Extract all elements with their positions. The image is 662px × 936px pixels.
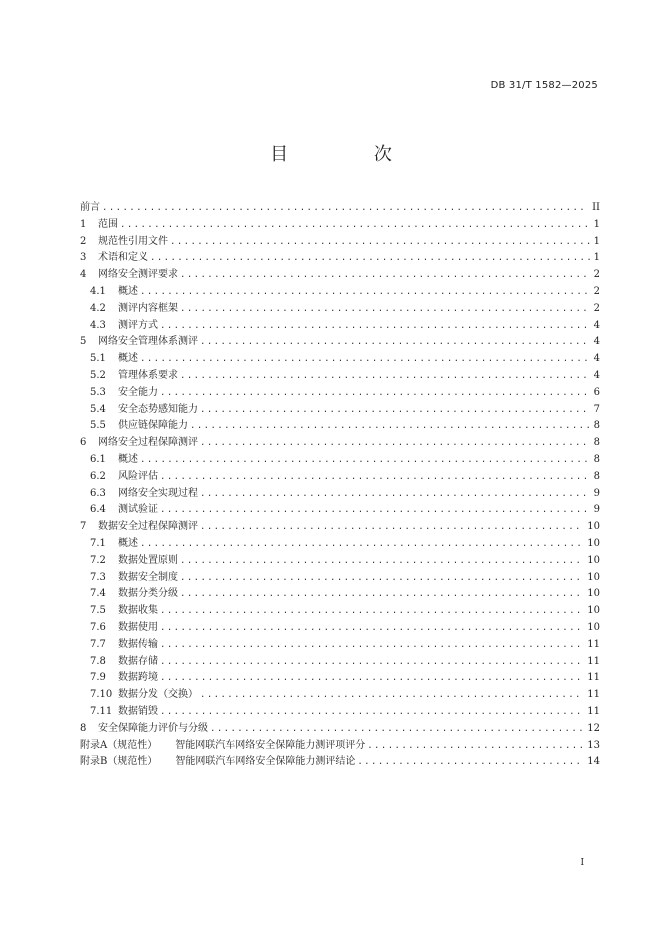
toc-entry-page: 13 [587, 739, 600, 751]
toc-entry-page: 1 [593, 218, 600, 230]
page-title: 目 次 [270, 144, 432, 165]
toc-entry-page: 10 [587, 521, 600, 533]
toc-entry[interactable] [80, 637, 600, 654]
toc-entry-page: 10 [587, 588, 600, 600]
toc-entry[interactable] [80, 334, 600, 351]
toc-entry-title: 数据分类分级 [118, 588, 178, 600]
toc-entry-title: 风险评估 [118, 470, 158, 482]
toc-entry-page: 1 [593, 252, 600, 264]
dot-leader [180, 570, 583, 587]
toc-entry-number: 4.1 [90, 285, 106, 297]
dot-leader [180, 586, 583, 603]
toc-entry-page: 11 [587, 689, 600, 701]
toc-entry[interactable] [80, 418, 600, 435]
toc-entry-title: 数据处置原则 [118, 554, 178, 566]
toc-entry[interactable] [80, 721, 600, 738]
toc-entry-number: 附录B（规范性） [80, 756, 158, 768]
toc-entry-title: 规范性引用文件 [98, 235, 168, 247]
dot-leader [180, 553, 583, 570]
toc-entry-number: 5.4 [90, 403, 106, 415]
dot-leader [140, 284, 590, 301]
toc-entry[interactable] [80, 452, 600, 469]
dot-leader [200, 435, 590, 452]
toc-entry[interactable] [80, 385, 600, 402]
toc-entry[interactable] [80, 284, 600, 301]
toc-entry-title: 范围 [98, 218, 118, 230]
toc-entry-page: 11 [587, 638, 600, 650]
toc-entry-number: 6 [80, 437, 87, 449]
toc-entry[interactable] [80, 301, 600, 318]
toc-entry-title: 数据传输 [118, 638, 158, 650]
toc-entry-number: 7.5 [90, 605, 106, 617]
toc-entry-title: 概述 [118, 353, 138, 365]
toc-entry-title: 供应链保障能力 [118, 420, 188, 432]
dot-leader [160, 603, 583, 620]
toc-entry-number: 7.1 [90, 537, 106, 549]
toc-entry-number: 3 [80, 252, 87, 264]
toc-entry-page: 8 [593, 420, 600, 432]
dot-leader [160, 670, 583, 687]
toc-entry-title: 数据使用 [118, 621, 158, 633]
toc-entry-title: 数据跨境 [118, 672, 158, 684]
toc-entry[interactable] [80, 536, 600, 553]
toc-entry-number: 6.3 [90, 487, 106, 499]
toc-entry-page: 11 [587, 655, 600, 667]
toc-entry-title: 网络安全管理体系测评 [98, 336, 198, 348]
toc-entry[interactable] [80, 620, 600, 637]
toc-entry-title: 数据收集 [118, 605, 158, 617]
toc-entry-number: 7.2 [90, 554, 106, 566]
dot-leader [180, 267, 590, 284]
toc-entry-number: 7.3 [90, 571, 106, 583]
toc-entry[interactable] [80, 402, 600, 419]
toc-entry-page: 10 [587, 605, 600, 617]
toc-entry-title: 智能网联汽车网络安全保障能力测评项评分 [175, 739, 366, 751]
toc-entry-number: 7.4 [90, 588, 106, 600]
dot-leader [180, 301, 590, 318]
toc-entry-title: 测评内容框架 [118, 302, 178, 314]
toc-entry-page: 12 [587, 722, 600, 734]
toc-entry-page: 7 [593, 403, 600, 415]
toc-entry-number: 5.5 [90, 420, 106, 432]
toc-entry-title: 数据销毁 [118, 705, 158, 717]
dot-leader [140, 536, 583, 553]
toc-entry-page: 4 [593, 353, 600, 365]
page-number: I [580, 858, 584, 868]
document-code: DB 31/T 1582—2025 [490, 80, 598, 91]
toc-entry-title: 安全态势感知能力 [118, 403, 198, 415]
toc-entry[interactable] [80, 469, 600, 486]
toc-entry[interactable] [80, 687, 600, 704]
toc-entry[interactable] [80, 217, 600, 234]
toc-entry-title: 安全保障能力评价与分级 [98, 722, 208, 734]
toc-entry-page: 8 [593, 470, 600, 482]
toc-entry-number: 7.11 [90, 705, 113, 717]
toc-entry-number: 4.2 [90, 302, 106, 314]
toc-entry-page: 9 [593, 504, 600, 516]
dot-leader [160, 318, 590, 335]
toc-entry[interactable] [80, 234, 600, 251]
toc-entry[interactable] [80, 519, 600, 536]
dot-leader [120, 217, 590, 234]
toc-entry-title: 概述 [118, 453, 138, 465]
toc-entry-page: 4 [593, 319, 600, 331]
toc-entry-number: 6.2 [90, 470, 106, 482]
toc-entry[interactable] [80, 267, 600, 284]
toc-entry-page: 8 [593, 437, 600, 449]
toc-entry-title: 数据安全制度 [118, 571, 178, 583]
dot-leader [200, 334, 590, 351]
toc-entry-number: 7.10 [90, 689, 113, 701]
toc-entry[interactable] [80, 754, 600, 771]
toc-entry-number: 4 [80, 269, 87, 281]
toc-entry-title: 安全能力 [118, 386, 158, 398]
table-of-contents [80, 200, 600, 771]
toc-entry-page: 4 [593, 336, 600, 348]
dot-leader [160, 502, 590, 519]
toc-entry-number: 6.4 [90, 504, 106, 516]
dot-leader [160, 637, 583, 654]
toc-entry[interactable] [80, 200, 600, 217]
toc-entry-title: 网络安全过程保障测评 [98, 437, 198, 449]
toc-entry-page: II [592, 202, 600, 213]
toc-entry[interactable] [80, 704, 600, 721]
toc-entry-number: 5.3 [90, 386, 106, 398]
toc-entry-number: 7.8 [90, 655, 106, 667]
toc-entry-title: 网络安全实现过程 [118, 487, 198, 499]
toc-entry-title: 前言 [80, 202, 100, 213]
toc-entry[interactable] [80, 502, 600, 519]
dot-leader [150, 250, 590, 267]
dot-leader [160, 385, 590, 402]
toc-entry-number: 8 [80, 722, 87, 734]
toc-entry-page: 9 [593, 487, 600, 499]
dot-leader [200, 402, 590, 419]
dot-leader [180, 368, 590, 385]
toc-entry-number: 7.6 [90, 621, 106, 633]
dot-leader [140, 452, 590, 469]
toc-entry-number: 7.7 [90, 638, 106, 650]
dot-leader [160, 620, 583, 637]
toc-entry-page: 14 [587, 756, 600, 768]
dot-leader [170, 234, 590, 251]
toc-entry-title: 数据安全过程保障测评 [98, 521, 198, 533]
toc-entry-number: 4.3 [90, 319, 106, 331]
dot-leader [200, 486, 590, 503]
dot-leader [160, 654, 583, 671]
toc-entry[interactable] [80, 603, 600, 620]
toc-entry[interactable] [80, 670, 600, 687]
toc-entry-title: 概述 [118, 285, 138, 297]
dot-leader [140, 351, 590, 368]
toc-entry-page: 10 [587, 554, 600, 566]
toc-entry[interactable] [80, 570, 600, 587]
toc-entry-page: 10 [587, 537, 600, 549]
toc-entry-number: 5 [80, 336, 87, 348]
dot-leader [190, 418, 590, 435]
toc-entry[interactable] [80, 318, 600, 335]
dot-leader [200, 519, 583, 536]
toc-entry[interactable] [80, 553, 600, 570]
toc-entry-number: 5.2 [90, 369, 106, 381]
toc-entry[interactable] [80, 368, 600, 385]
toc-entry-number: 2 [80, 235, 87, 247]
toc-entry-title: 数据存储 [118, 655, 158, 667]
dot-leader [160, 469, 590, 486]
toc-entry-number: 附录A（规范性） [80, 739, 158, 751]
dot-leader [210, 721, 583, 738]
toc-entry-page: 2 [593, 302, 600, 314]
toc-entry-page: 10 [587, 571, 600, 583]
toc-entry-number: 6.1 [90, 453, 106, 465]
dot-leader [357, 754, 583, 771]
toc-entry[interactable] [80, 738, 600, 755]
toc-entry-page: 1 [593, 235, 600, 247]
toc-entry-page: 2 [593, 285, 600, 297]
toc-entry-page: 11 [587, 705, 600, 717]
toc-entry-number: 1 [80, 218, 87, 230]
toc-entry[interactable] [80, 250, 600, 267]
dot-leader [102, 200, 588, 217]
toc-entry[interactable] [80, 351, 600, 368]
toc-entry[interactable] [80, 486, 600, 503]
dot-leader [200, 687, 583, 704]
toc-entry-title: 术语和定义 [98, 252, 148, 264]
toc-entry-title: 数据分发（交换） [118, 689, 198, 701]
toc-entry[interactable] [80, 654, 600, 671]
toc-entry[interactable] [80, 586, 600, 603]
toc-entry-number: 7 [80, 521, 87, 533]
toc-entry-page: 10 [587, 621, 600, 633]
dot-leader [160, 704, 583, 721]
toc-entry-number: 5.1 [90, 353, 106, 365]
toc-entry[interactable] [80, 435, 600, 452]
toc-entry-page: 6 [593, 386, 600, 398]
toc-entry-title: 测评方式 [118, 319, 158, 331]
toc-entry-title: 概述 [118, 537, 138, 549]
toc-entry-page: 2 [593, 269, 600, 281]
toc-entry-page: 4 [593, 369, 600, 381]
toc-entry-title: 网络安全测评要求 [98, 269, 178, 281]
dot-leader [367, 738, 583, 755]
toc-entry-number: 7.9 [90, 672, 106, 684]
toc-entry-page: 11 [587, 672, 600, 684]
toc-entry-title: 管理体系要求 [118, 369, 178, 381]
toc-entry-title: 智能网联汽车网络安全保障能力测评结论 [175, 756, 356, 768]
toc-entry-title: 测试验证 [118, 504, 158, 516]
toc-entry-page: 8 [593, 453, 600, 465]
